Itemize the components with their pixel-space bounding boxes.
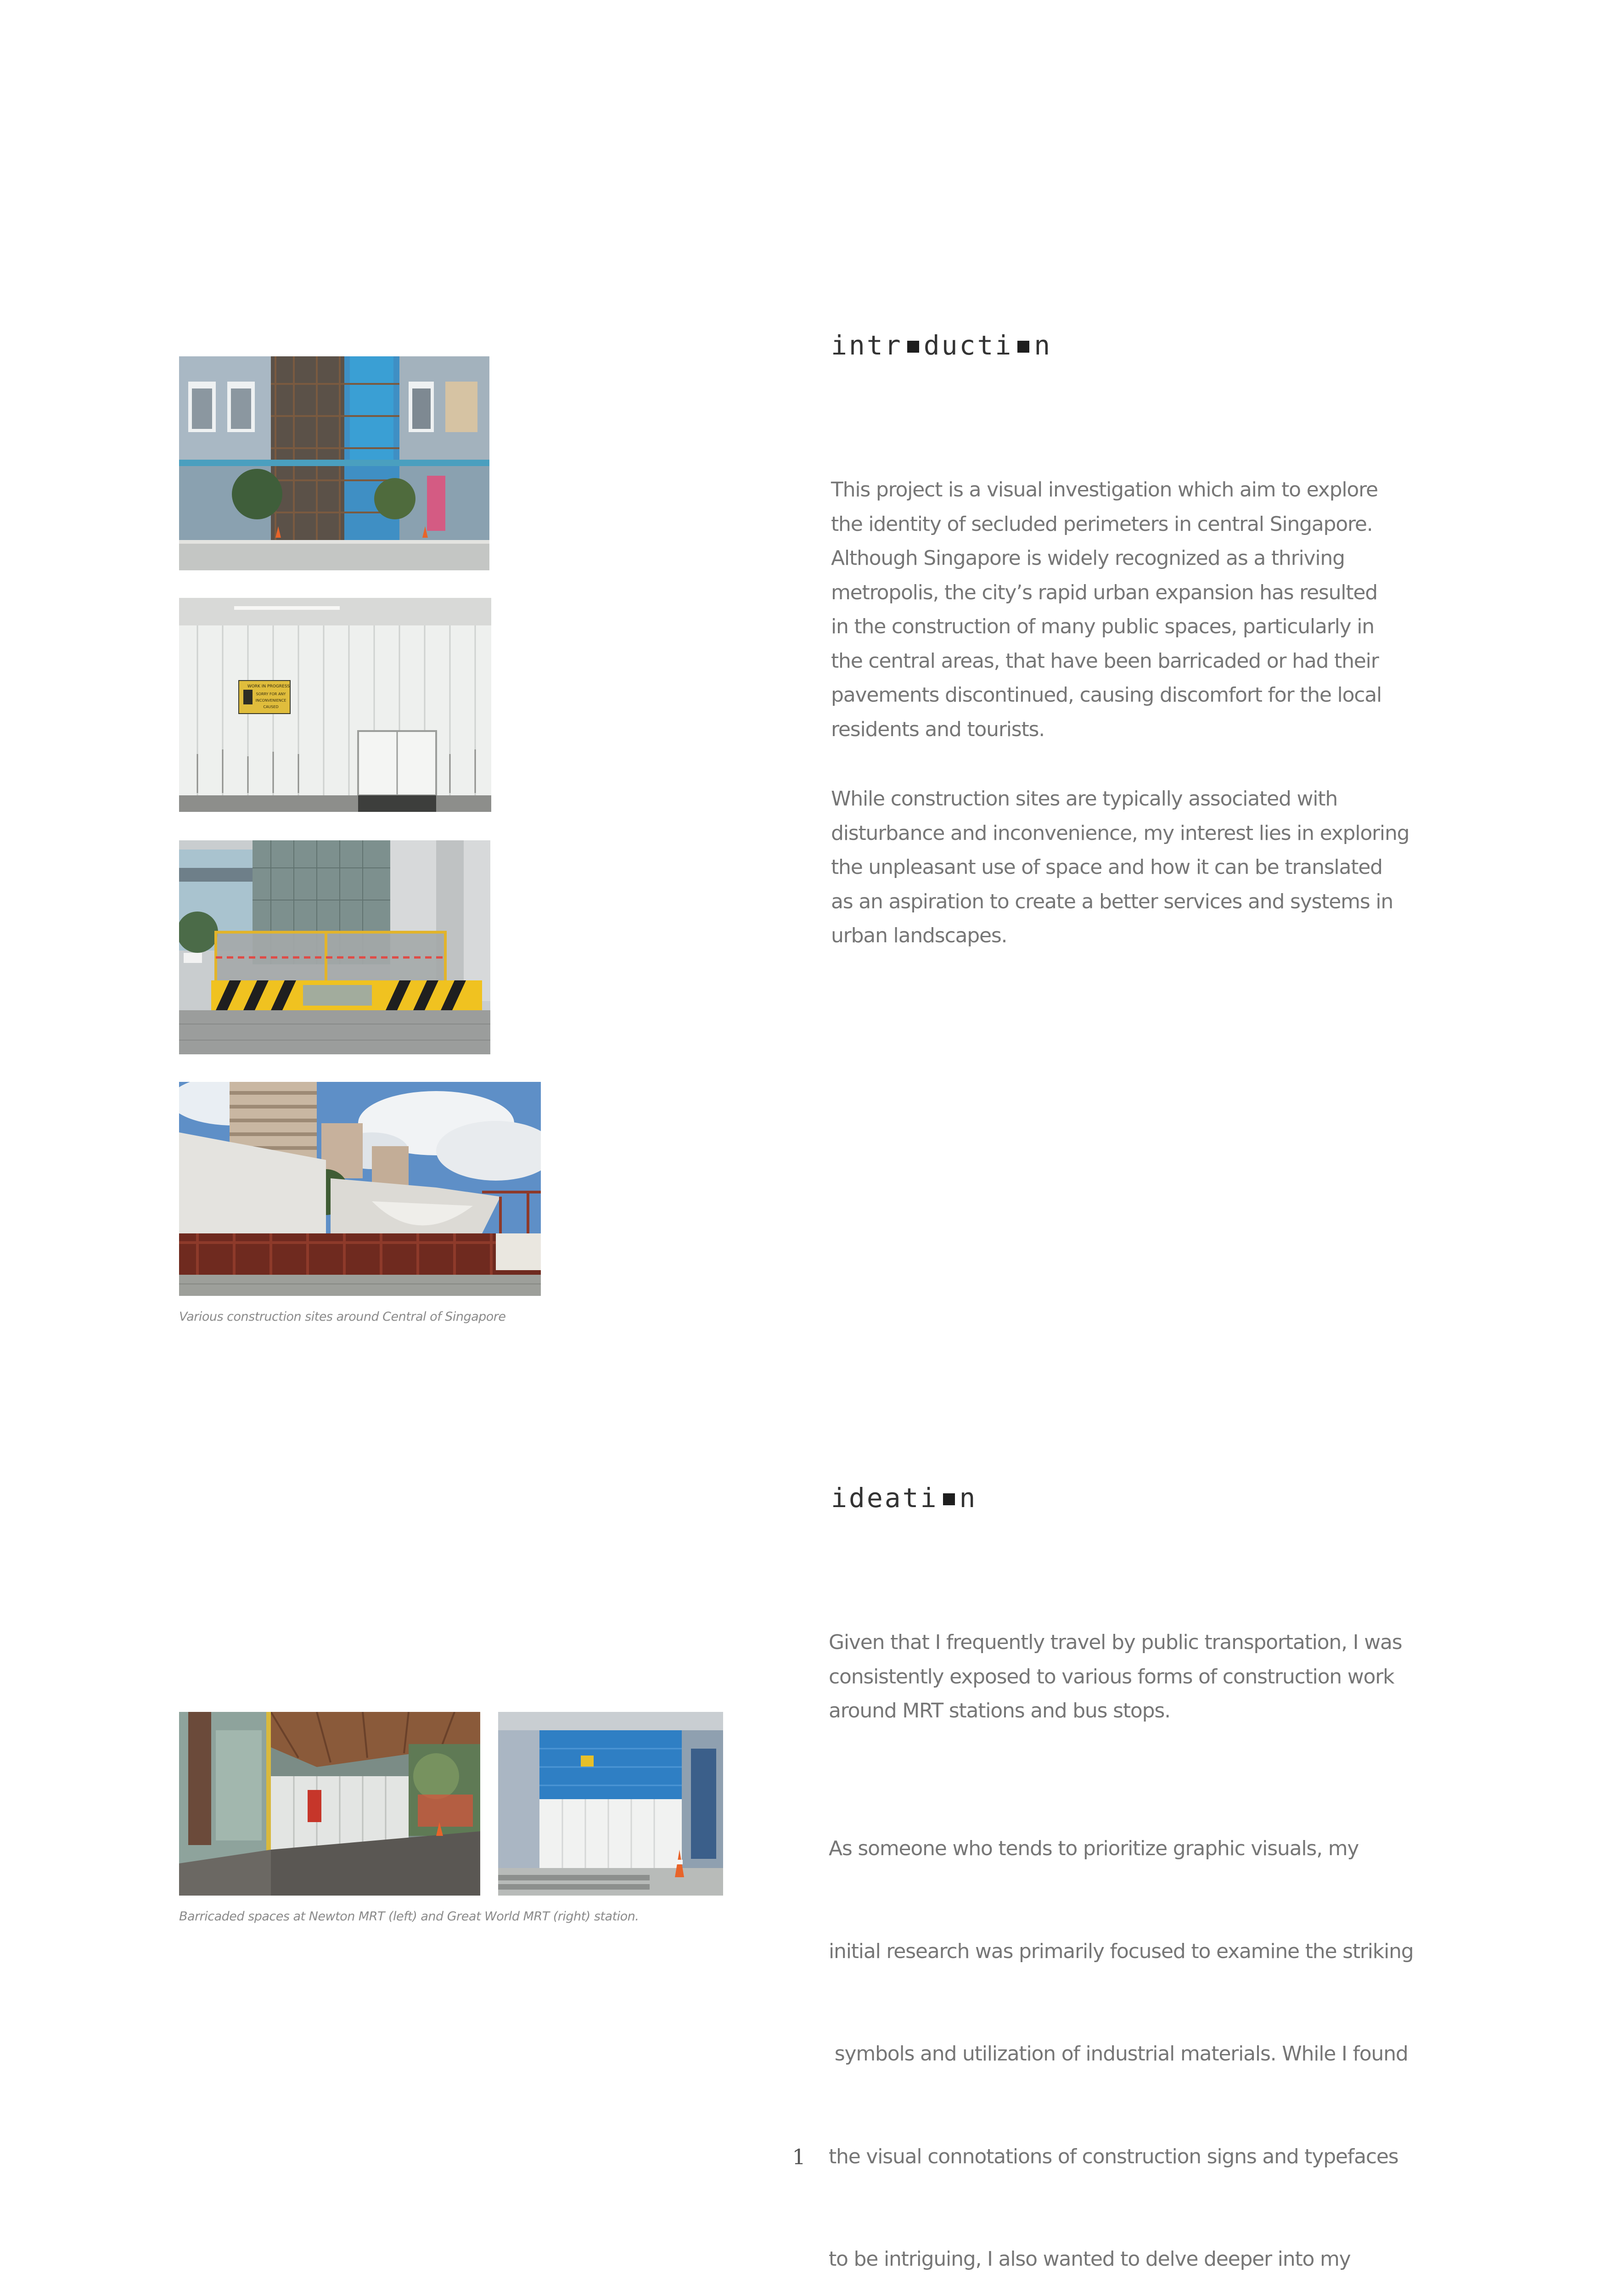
- heading-part-1: ideati: [831, 1482, 938, 1514]
- text-line: metropolis, the city’s rapid urban expansion has resulted: [831, 580, 1377, 604]
- photo-tarpaulin-structure: [179, 1082, 541, 1296]
- text-line: As someone who tends to prioritize graphic visuals, my: [829, 1837, 1359, 1860]
- introduction-paragraph-2: [831, 782, 1409, 953]
- heading-part-1: intr: [831, 330, 903, 361]
- photo-shophouse-scaffolding: [179, 356, 489, 570]
- text-line: the visual connotations of construction signs and typefaces: [829, 2144, 1398, 2168]
- photo-great-world-mrt-hoarding: [498, 1712, 723, 1896]
- introduction-paragraph-1: [831, 473, 1381, 747]
- text-line: the unpleasant use of space and how it can be translated: [831, 855, 1382, 879]
- sign-text-line-4: CAUSED: [263, 705, 279, 709]
- ideation-photo-caption: Barricaded spaces at Newton MRT (left) and Great World MRT (right) station.: [179, 1909, 639, 1924]
- text-line: Although Singapore is widely recognized as a thriving: [831, 546, 1345, 570]
- photo-white-hoarding: [179, 598, 491, 812]
- text-line: disturbance and inconvenience, my interest lies in exploring: [831, 821, 1409, 845]
- text-line: Given that I frequently travel by public transportation, I was: [829, 1631, 1402, 1654]
- introduction-heading: [831, 330, 1052, 361]
- text-line: initial research was primarily focused to examine the striking: [829, 1939, 1414, 1963]
- heading-part-2: n: [959, 1482, 977, 1514]
- square-o-glyph: [1017, 341, 1029, 353]
- text-line: symbols and utilization of industrial materials. While I found: [829, 2042, 1408, 2065]
- text-line: the identity of secluded perimeters in central Singapore.: [831, 512, 1373, 536]
- introduction-photo-caption: Various construction sites around Central of Singapore: [179, 1310, 506, 1324]
- text-line: residents and tourists.: [831, 717, 1045, 741]
- text-line: in the construction of many public spaces, particularly in: [831, 615, 1374, 638]
- square-o-glyph: [943, 1493, 955, 1505]
- ideation-heading: [831, 1482, 977, 1514]
- heading-part-3: n: [1034, 330, 1052, 361]
- ideation-paragraph-1: [829, 1626, 1402, 1728]
- sign-text-line-2: SORRY FOR ANY: [256, 692, 286, 696]
- sign-text-line-1: WORK IN PROGRESS: [247, 684, 290, 689]
- page-number: 1: [792, 2144, 806, 2169]
- sign-text-line-3: INCONVENIENCE: [255, 698, 286, 703]
- photo-newton-mrt-walkway: [179, 1712, 480, 1896]
- photo-yellow-barriers: [179, 840, 490, 1054]
- text-line: While construction sites are typically associated with: [831, 787, 1338, 810]
- heading-part-2: ducti: [923, 330, 1013, 361]
- square-o-glyph: [907, 341, 919, 353]
- text-line: consistently exposed to various forms of construction work: [829, 1665, 1394, 1688]
- ideation-paragraph-2: [829, 1763, 1414, 2296]
- text-line: as an aspiration to create a better services and systems in: [831, 889, 1393, 913]
- text-line: This project is a visual investigation which aim to explore: [831, 478, 1378, 501]
- text-line: urban landscapes.: [831, 924, 1007, 947]
- text-line: the central areas, that have been barricaded or had their: [831, 649, 1379, 673]
- text-line: around MRT stations and bus stops.: [829, 1699, 1170, 1722]
- text-line: to be intriguing, I also wanted to delve deeper into my: [829, 2247, 1351, 2271]
- text-line: pavements discontinued, causing discomfort for the local: [831, 683, 1382, 707]
